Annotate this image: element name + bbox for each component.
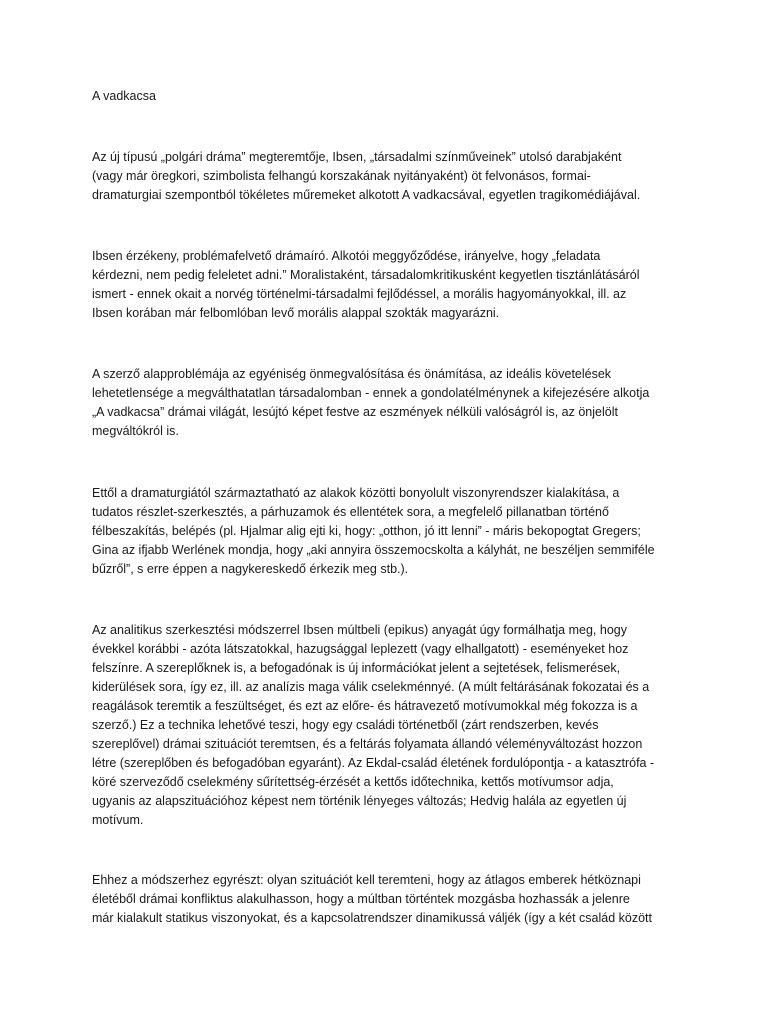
paragraph-line: már kialakult statikus viszonyokat, és a kapcsolatrendszer dinamikussá váljék (így a két család között [92, 911, 652, 925]
paragraph-line: lehetetlensége a megválthatatlan társadalomban - ennek a gondolatélménynek a kifejezésére alkotja [92, 386, 650, 400]
paragraph-3 [92, 365, 692, 441]
paragraph-1 [92, 148, 692, 205]
paragraph-line: kiderülések sora, így ez, ill. az analízis maga válik cselekménnyé. (A múlt feltárásának fokozatai és a [92, 680, 650, 694]
paragraph-line: szereplővel) drámai szituációt teremtsen, és a feltárás folyamata állandó véleményváltozást hozzon [92, 737, 643, 751]
paragraph-line: motívum. [92, 813, 144, 827]
paragraph-line: Ettől a dramaturgiától származtatható az alakok közötti bonyolult viszonyrendszer kialakítása, a [92, 486, 620, 500]
paragraph-line: megváltókról is. [92, 424, 179, 438]
paragraph-line: ismert - ennek okait a norvég történelmi-társadalmi fejlődéssel, a morális hagyományokkal, ill. az [92, 287, 627, 301]
paragraph-line: Gina az ifjabb Werlének mondja, hogy „aki annyira összemocskolta a kályhát, ne beszéljen semmiféle [92, 543, 655, 557]
paragraph-line: köré szerveződő cselekmény sűrítettség-érzését a kettős időtechnika, kettős motívumsor adja, [92, 775, 614, 789]
paragraph-5 [92, 621, 692, 830]
paragraph-line: „A vadkacsa” drámai világát, lesújtó képet festve az eszmények nélküli valóságról is, az önjelölt [92, 405, 618, 419]
paragraph-line: ugyanis az alapszituációhoz képest nem történik lényeges változás; Hedvig halála az egyetlen új [92, 794, 627, 808]
paragraph-line: Ehhez a módszerhez egyrészt: olyan szituációt kell teremteni, hogy az átlagos emberek hétköznapi [92, 873, 641, 887]
paragraph-line: felszínre. A szereplőknek is, a befogadónak is új információkat jelent a sejtetések, felismerések, [92, 661, 621, 675]
paragraph-line: reagálások teremtik a feszültséget, és ezt az előre- és hátravezető motívumokkal még fokozza is a [92, 699, 638, 713]
paragraph-line: félbeszakítás, belépés (pl. Hjalmar alig ejti ki, hogy: „otthon, jó itt lenni” - máris bekopogtat Gregers; [92, 524, 641, 538]
paragraph-line: kérdezni, nem pedig feleletet adni.” Moralistaként, társadalomkritikusként kegyetlen tisztánlátásáról [92, 268, 640, 282]
paragraph-line: (vagy már öregkori, szimbolista felhangú korszakának nyitányaként) öt felvonásos, formai- [92, 169, 591, 183]
paragraph-line: Az új típusú „polgári dráma” megteremtője, Ibsen, „társadalmi színműveinek” utolsó darabjaként [92, 150, 622, 164]
paragraph-2 [92, 247, 692, 323]
paragraph-line: dramaturgiai szempontból tökéletes műremeket alkotott A vadkacsával, egyetlen tragikomédiájával. [92, 188, 641, 202]
paragraph-line: A szerző alapproblémája az egyéniség önmegvalósítása és önámítása, az ideális követelések [92, 367, 612, 381]
paragraph-line: életéből drámai konfliktus alakulhasson, hogy a múltban történtek mozgásba hozhassák a jelenre [92, 892, 630, 906]
paragraph-4 [92, 484, 692, 579]
paragraph-line: Ibsen érzékeny, problémafelvető drámaíró. Alkotói meggyőződése, irányelve, hogy „feladata [92, 249, 601, 263]
paragraph-line: tudatos részlet-szerkesztés, a párhuzamok és ellentétek sora, a megfelelő pillanatban történő [92, 505, 609, 519]
paragraph-line: létre (szereplőben és befogadóban egyaránt). Az Ekdal-család életének fordulópontja - a katasztrófa - [92, 756, 655, 770]
paragraph-line: szerző.) Ez a technika lehetővé teszi, hogy egy családi történetből (zárt rendszerben, kevés [92, 718, 599, 732]
paragraph-line: Az analitikus szerkesztési módszerrel Ibsen múltbeli (epikus) anyagát úgy formálhatja meg, hogy [92, 623, 627, 637]
paragraph-line: Ibsen korában már felbomlóban levő morális alappal szokták magyarázni. [92, 306, 500, 320]
document-title: A vadkacsa [92, 89, 156, 103]
paragraph-line: bűzről”, s erre éppen a nagykereskedő érkezik meg stb.). [92, 562, 409, 576]
paragraph-6 [92, 871, 692, 928]
paragraph-line: évekkel korábbi - azóta látszatokkal, hazugsággal leplezett (vagy elhallgatott) - eseményeket hoz [92, 642, 629, 656]
